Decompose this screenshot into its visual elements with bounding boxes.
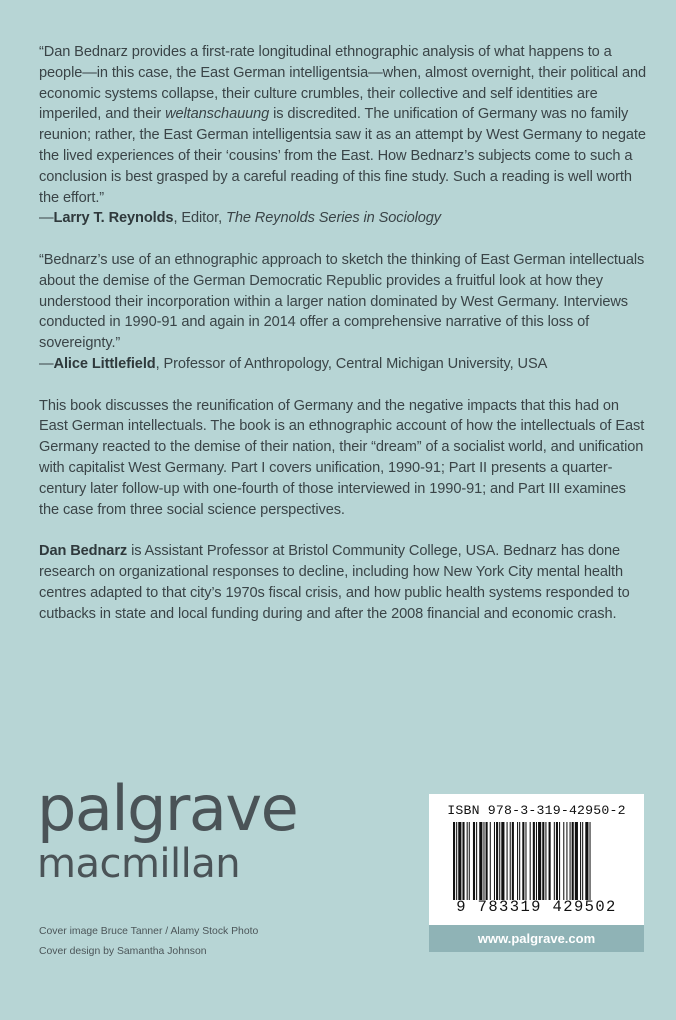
isbn-label: ISBN 978-3-319-42950-2 <box>447 803 626 818</box>
barcode-bar <box>542 822 544 900</box>
barcode-bar <box>585 822 588 900</box>
barcode-bar <box>467 822 468 900</box>
review-quote: “Bednarz’s use of an ethnographic approach to sketch the thinking of East German intellectuals about the demise of the German Democratic Republic provides a fruitful look at how they understood their incorporation within a larger nation dominated by West Germany. Interviews conducted in 1990-91 and again in 2014 offer a comprehensive narrative of this loss of sovereignty.” <box>39 251 645 352</box>
barcode-bar <box>530 822 531 900</box>
barcode-bar <box>580 822 581 900</box>
barcode-bar <box>462 822 464 900</box>
barcode-bar <box>572 822 574 900</box>
barcode-bar <box>490 822 491 900</box>
barcode-bar <box>453 822 455 900</box>
barcode-bars <box>453 822 620 900</box>
barcode-bar <box>536 822 537 900</box>
reviewer-name: Alice Littlefield <box>53 355 156 372</box>
barcode-bar <box>517 822 518 900</box>
barcode-bar <box>519 822 520 900</box>
barcode-bar <box>501 822 504 900</box>
book-description: This book discusses the reunification of Germany and the negative impacts that this had on East German intellectuals. The book is an ethnographic account of how the intellectuals of East Germany reacted to the demise of their nation, their “dream” of a socialist world, and unification with capitalist West Germany. Part I covers unification, 1990-91; Part II presents a quarter-century later follow-up with one-fourth of those interviewed in 1990-91; and Part III examines the case from three social science perspectives. <box>39 397 645 518</box>
review-attribution: —Larry T. Reynolds, Editor, The Reynolds Series in Sociology <box>39 210 442 227</box>
barcode-bar <box>563 822 564 900</box>
barcode-bar <box>525 822 526 900</box>
barcode-bar <box>510 822 511 900</box>
barcode-bar <box>554 822 555 900</box>
barcode-bar <box>570 822 571 900</box>
barcode-bar <box>456 822 457 900</box>
review-attribution: —Alice Littlefield, Professor of Anthropology, Central Michigan University, USA <box>39 355 548 372</box>
logo-line-macmillan: macmillan <box>37 841 241 887</box>
barcode-bar <box>522 822 524 900</box>
palgrave-macmillan-logo <box>37 772 298 887</box>
isbn-barcode-panel <box>429 794 644 925</box>
review-alice-littlefield <box>39 250 649 375</box>
cover-design-credit: Cover design by Samantha Johnson <box>39 946 207 957</box>
barcode-bar <box>512 822 514 900</box>
logo-line-palgrave: palgrave <box>37 772 298 845</box>
barcode-bar <box>575 822 578 900</box>
barcode-bar <box>458 822 461 900</box>
barcode-bar <box>538 822 541 900</box>
author-bio: Dan Bednarz is Assistant Professor at Bristol Community College, USA. Bednarz has done research on organizational responses to decline, including how New York City mental health centres adapted to that city’s 1970s fiscal crisis, and how public health systems responded to cutbacks in state and local funding during and after the 2008 financial and economic crash. <box>39 543 630 622</box>
barcode-bar <box>499 822 500 900</box>
barcode-bar <box>496 822 498 900</box>
barcode-bar <box>479 822 482 900</box>
review-quote: “Dan Bednarz provides a first-rate longitudinal ethnographic analysis of what happens to a people—in this case, the East German intelligentsia—when, almost overnight, their political and economic systems collapse, their culture crumbles, their collective and self identities are imperiled, and their weltanschauung is discredited. The unification of Germany was no family reunion; rather, the East German intelligentsia saw it as an attempt by West Germany to negate the lived experiences of their ‘cousins’ from the East. How Bednarz’s subjects come to such a conclusion is best grasped by a careful reading of this fine study. Such a reading is well worth the effort.” <box>39 44 647 206</box>
barcode-bar <box>549 822 551 900</box>
author-name: Dan Bednarz <box>39 543 128 560</box>
barcode-bar <box>590 822 591 900</box>
website-link[interactable]: www.palgrave.com <box>429 925 644 952</box>
barcode-bar <box>556 822 558 900</box>
barcode-bar <box>566 822 567 900</box>
barcode-bar <box>476 822 477 900</box>
cover-image-credit: Cover image Bruce Tanner / Alamy Stock Photo <box>39 926 259 937</box>
back-cover-text <box>39 42 649 624</box>
cover-credits <box>39 922 258 962</box>
barcode-bar <box>494 822 495 900</box>
barcode-bar <box>486 822 488 900</box>
barcode-bar <box>533 822 535 900</box>
barcode-digits: 9 783319 429502 <box>456 898 617 916</box>
barcode-bar <box>473 822 475 900</box>
barcode-bar <box>582 822 583 900</box>
barcode-bar <box>545 822 546 900</box>
review-larry-reynolds <box>39 42 649 229</box>
barcode-bar <box>469 822 470 900</box>
barcode-bar <box>559 822 560 900</box>
reviewer-name: Larry T. Reynolds <box>53 210 174 227</box>
barcode-bar <box>507 822 508 900</box>
barcode-bar <box>483 822 484 900</box>
series-title: The Reynolds Series in Sociology <box>226 210 442 227</box>
